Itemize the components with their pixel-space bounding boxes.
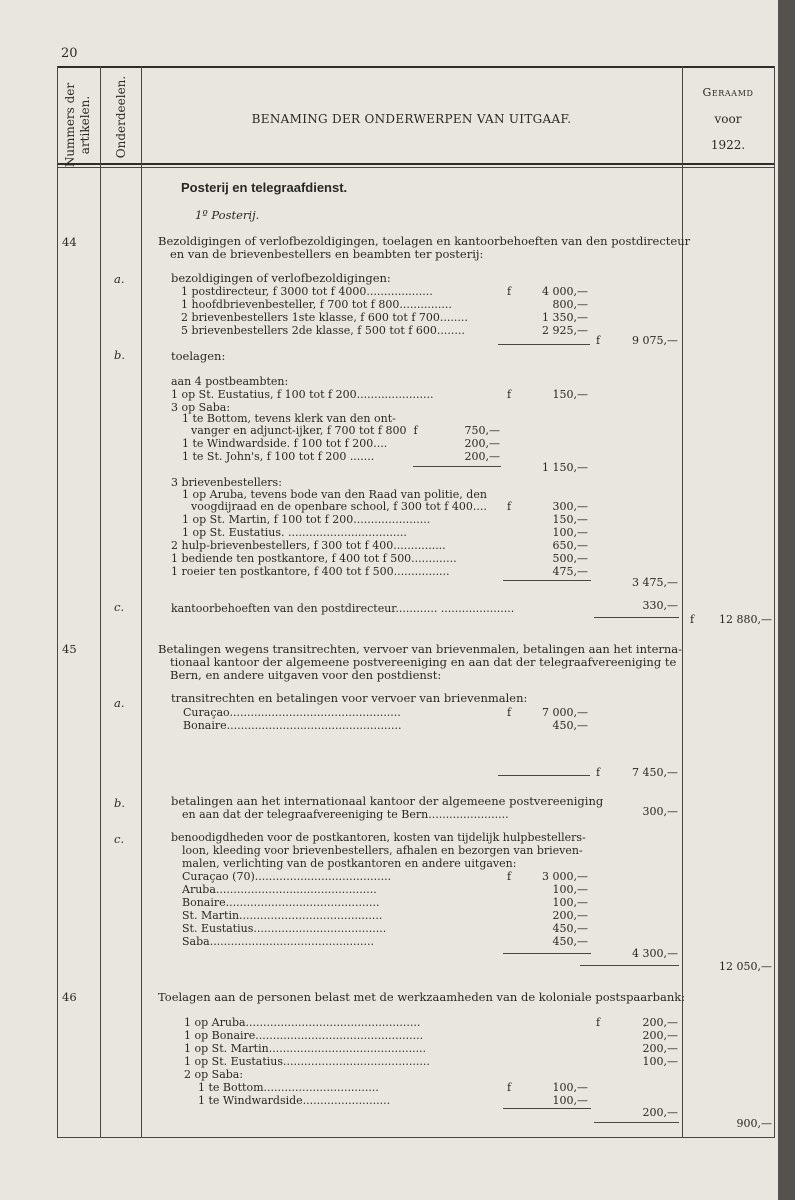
currency-mark: f (690, 613, 695, 626)
subtotal-rule (580, 965, 679, 966)
line-item-text: 1 te Bottom................................. (198, 1081, 379, 1094)
line-item-amount: 4 000,— (542, 285, 588, 298)
subtotal-rule (594, 1122, 679, 1123)
article-description: tionaal kantoor der algemeene postvereeniging en aan dat der telegraafvereeniging te (170, 655, 677, 669)
line-item-amount: 450,— (552, 719, 588, 732)
subtotal-rule (503, 580, 591, 581)
line-item-text: 1 postdirecteur, f 3000 tot f 4000................... (181, 285, 433, 298)
col-header-year: 1922. (710, 138, 746, 152)
line-item-text: voogdijraad en de openbare school, f 300 tot f 400.... (191, 500, 487, 513)
line-item-text: Curaçao (70)....................................... (182, 870, 392, 883)
subtotal-amount: 7 450,— (632, 766, 678, 779)
line-item-text: St. Eustatius...................................... (182, 922, 387, 935)
article-number: 46 (62, 990, 77, 1004)
line-item-text: kantoorbehoeften van den postdirecteur............ ..................... (171, 602, 515, 615)
article-number: 45 (62, 642, 77, 656)
subtotal-amount: 1 150,— (542, 461, 588, 474)
line-item-amount: 150,— (552, 513, 588, 526)
line-item-text: Bonaire............................................ (182, 896, 380, 909)
line-item-text: 1 op St. Eustatius, f 100 tot f 200...................... (171, 388, 434, 401)
line-item-text: loon, kleeding voor brievenbestellers, afhalen en bezorgen van brieven- (182, 844, 583, 857)
line-item-amount: 100,— (552, 1081, 588, 1094)
line-item-text: Bonaire.................................................. (183, 719, 402, 732)
subtotal-rule (503, 1108, 591, 1109)
subtotal-amount: 9 075,— (632, 334, 678, 347)
line-item-text: 1 te Windwardside......................... (198, 1094, 391, 1107)
line-item-text: 1 op St. Martin............................................. (184, 1042, 427, 1055)
line-item-amount: 450,— (552, 922, 588, 935)
line-item-text: 2 hulp-brievenbestellers, f 300 tot f 400............... (171, 539, 446, 552)
line-item-text: Saba............................................... (182, 935, 375, 948)
currency-mark: f (596, 766, 601, 779)
section-subtitle: 1º Posterij. (195, 208, 260, 222)
line-item-text: vanger en adjunct-ijker, f 700 tot f 800 f (191, 424, 418, 437)
line-item-amount: 100,— (552, 526, 588, 539)
line-item-text: en aan dat der telegraafvereeniging te Bern....................... (182, 808, 509, 821)
col-header-benaming: BENAMING DER ONDERWERPEN VAN UITGAAF. (251, 112, 572, 126)
subsection-label: b. (114, 348, 126, 362)
col-header-voor: voor (714, 112, 742, 126)
col-rule-left (57, 66, 58, 1138)
article-number: 44 (62, 235, 77, 249)
line-item-amount: 450,— (552, 935, 588, 948)
line-item-text: 1 bediende ten postkantore, f 400 tot f 500............. (171, 552, 457, 565)
line-item-amount: 2 925,— (542, 324, 588, 337)
subtotal-amount: 4 300,— (632, 947, 678, 960)
page-number: 20 (61, 46, 78, 61)
line-item-text: 2 brievenbestellers 1ste klasse, f 600 tot f 700........ (181, 311, 468, 324)
subtotal-rule (594, 617, 679, 618)
line-item-text: 1 op St. Eustatius. .................................. (182, 526, 407, 539)
line-item-text: 1 hoofdbrievenbesteller, f 700 tot f 800............... (181, 298, 452, 311)
line-item-amount: 7 000,— (542, 706, 588, 719)
line-item-text: 3 op Saba: (171, 401, 231, 414)
subtotal-rule (498, 775, 590, 776)
line-item-text: 1 op Aruba, tevens bode van den Raad van politie, den (182, 488, 487, 501)
subsection-heading: transitrechten en betalingen voor vervoer van brievenmalen: (171, 691, 528, 705)
article-description: Bern, en andere uitgaven voor den postdienst: (170, 668, 442, 682)
col-rule-right (774, 66, 775, 1138)
line-item-amount: 200,— (464, 450, 500, 463)
line-item-amount: 1 350,— (542, 311, 588, 324)
currency-mark: f (507, 388, 512, 401)
line-item-text: malen, verlichting van de postkantoren en andere uitgaven: (182, 857, 517, 870)
line-item-amount: 500,— (552, 552, 588, 565)
line-item-amount: 100,— (552, 896, 588, 909)
line-item-text: benoodigdheden voor de postkantoren, kosten van tijdelijk hulpbestellers- (171, 831, 586, 844)
currency-mark: f (596, 1016, 601, 1029)
subtotal-rule (413, 466, 501, 467)
line-item-amount: 300,— (642, 805, 678, 818)
line-item-amount: 330,— (642, 599, 678, 612)
line-item-amount: 100,— (552, 883, 588, 896)
line-item-text: 1 op Bonaire................................................ (184, 1029, 424, 1042)
line-item-text: Curaçao................................................. (183, 706, 401, 719)
subsection-label: a. (114, 696, 125, 710)
header-bottom-rule (57, 163, 775, 165)
article-description: en van de brievenbestellers en beambten ter posterij: (170, 247, 484, 261)
subtotal-amount: 200,— (642, 1106, 678, 1119)
line-item-text: aan 4 postbeambten: (171, 375, 289, 388)
col-rule-nummers (100, 66, 101, 1138)
line-item-amount: 100,— (642, 1055, 678, 1068)
line-item-text: 1 roeier ten postkantore, f 400 tot f 500................ (171, 565, 450, 578)
article-total: 12 050,— (719, 960, 772, 973)
subsection-heading: bezoldigingen of verlofbezoldigingen: (171, 271, 391, 285)
line-item-text: betalingen aan het internationaal kantoor der algemeene postvereeniging (171, 794, 604, 808)
subtotal-amount: 3 475,— (632, 576, 678, 589)
line-item-text: 1 te Bottom, tevens klerk van den ont- (182, 412, 396, 425)
subsection-label: b. (114, 796, 126, 810)
line-item-text: 1 te Windwardside. f 100 tot f 200.... (182, 437, 388, 450)
subsection-label: a. (114, 272, 125, 286)
line-item-text: 5 brievenbestellers 2de klasse, f 500 tot f 600........ (181, 324, 465, 337)
line-item-text: 1 op St. Eustatius.......................................... (184, 1055, 430, 1068)
line-item-amount: 750,— (464, 424, 500, 437)
currency-mark: f (507, 285, 512, 298)
article-description: Toelagen aan de personen belast met de werkzaamheden van de koloniale postspaarbank: (158, 990, 686, 1004)
line-item-amount: 200,— (642, 1016, 678, 1029)
section-title: Posterij en telegraafdienst. (181, 180, 348, 195)
line-item-amount: 650,— (552, 539, 588, 552)
line-item-amount: 100,— (552, 1094, 588, 1107)
article-description: Betalingen wegens transitrechten, vervoer van brievenmalen, betalingen aan het interna- (158, 642, 683, 656)
subsection-heading: toelagen: (171, 349, 226, 363)
col-header-geraamd: Geraamd (702, 86, 754, 99)
currency-mark: f (596, 334, 601, 347)
article-total: 900,— (736, 1117, 772, 1130)
line-item-amount: 3 000,— (542, 870, 588, 883)
line-item-amount: 800,— (552, 298, 588, 311)
article-description: Bezoldigingen of verlofbezoldigingen, toelagen en kantoorbehoeften van den postdirecteur (158, 234, 691, 248)
line-item-text: 1 op Aruba.................................................. (184, 1016, 421, 1029)
header-bottom-rule-2 (57, 167, 775, 168)
subtotal-rule (498, 344, 590, 345)
subsection-label: c. (114, 832, 125, 846)
line-item-text: 3 brievenbestellers: (171, 476, 282, 489)
table-top-rule (57, 66, 775, 68)
line-item-text: St. Martin......................................... (182, 909, 383, 922)
table-bottom-rule (57, 1137, 775, 1138)
currency-mark: f (507, 1081, 512, 1094)
line-item-text: Aruba.............................................. (182, 883, 377, 896)
subtotal-rule (503, 953, 591, 954)
col-header-onderdeelen: Onderdeelen. (114, 75, 128, 159)
line-item-amount: 200,— (464, 437, 500, 450)
currency-mark: f (507, 500, 512, 513)
line-item-amount: 150,— (552, 388, 588, 401)
currency-mark: f (507, 706, 512, 719)
col-rule-onderdeelen (141, 66, 142, 1138)
article-total: 12 880,— (719, 613, 772, 626)
line-item-amount: 200,— (642, 1042, 678, 1055)
line-item-amount: 300,— (552, 500, 588, 513)
line-item-text: 1 op St. Martin, f 100 tot f 200...................... (182, 513, 431, 526)
page-edge-shadow (778, 0, 795, 1200)
line-item-text: 2 op Saba: (184, 1068, 244, 1081)
line-item-text: 1 te St. John's, f 100 tot f 200 ....... (182, 450, 375, 463)
line-item-amount: 475,— (552, 565, 588, 578)
line-item-amount: 200,— (642, 1029, 678, 1042)
col-rule-amount (682, 66, 683, 1138)
line-item-amount: 200,— (552, 909, 588, 922)
col-header-nummers: Nummers der artikelen. (63, 82, 92, 168)
currency-mark: f (507, 870, 512, 883)
subsection-label: c. (114, 600, 125, 614)
